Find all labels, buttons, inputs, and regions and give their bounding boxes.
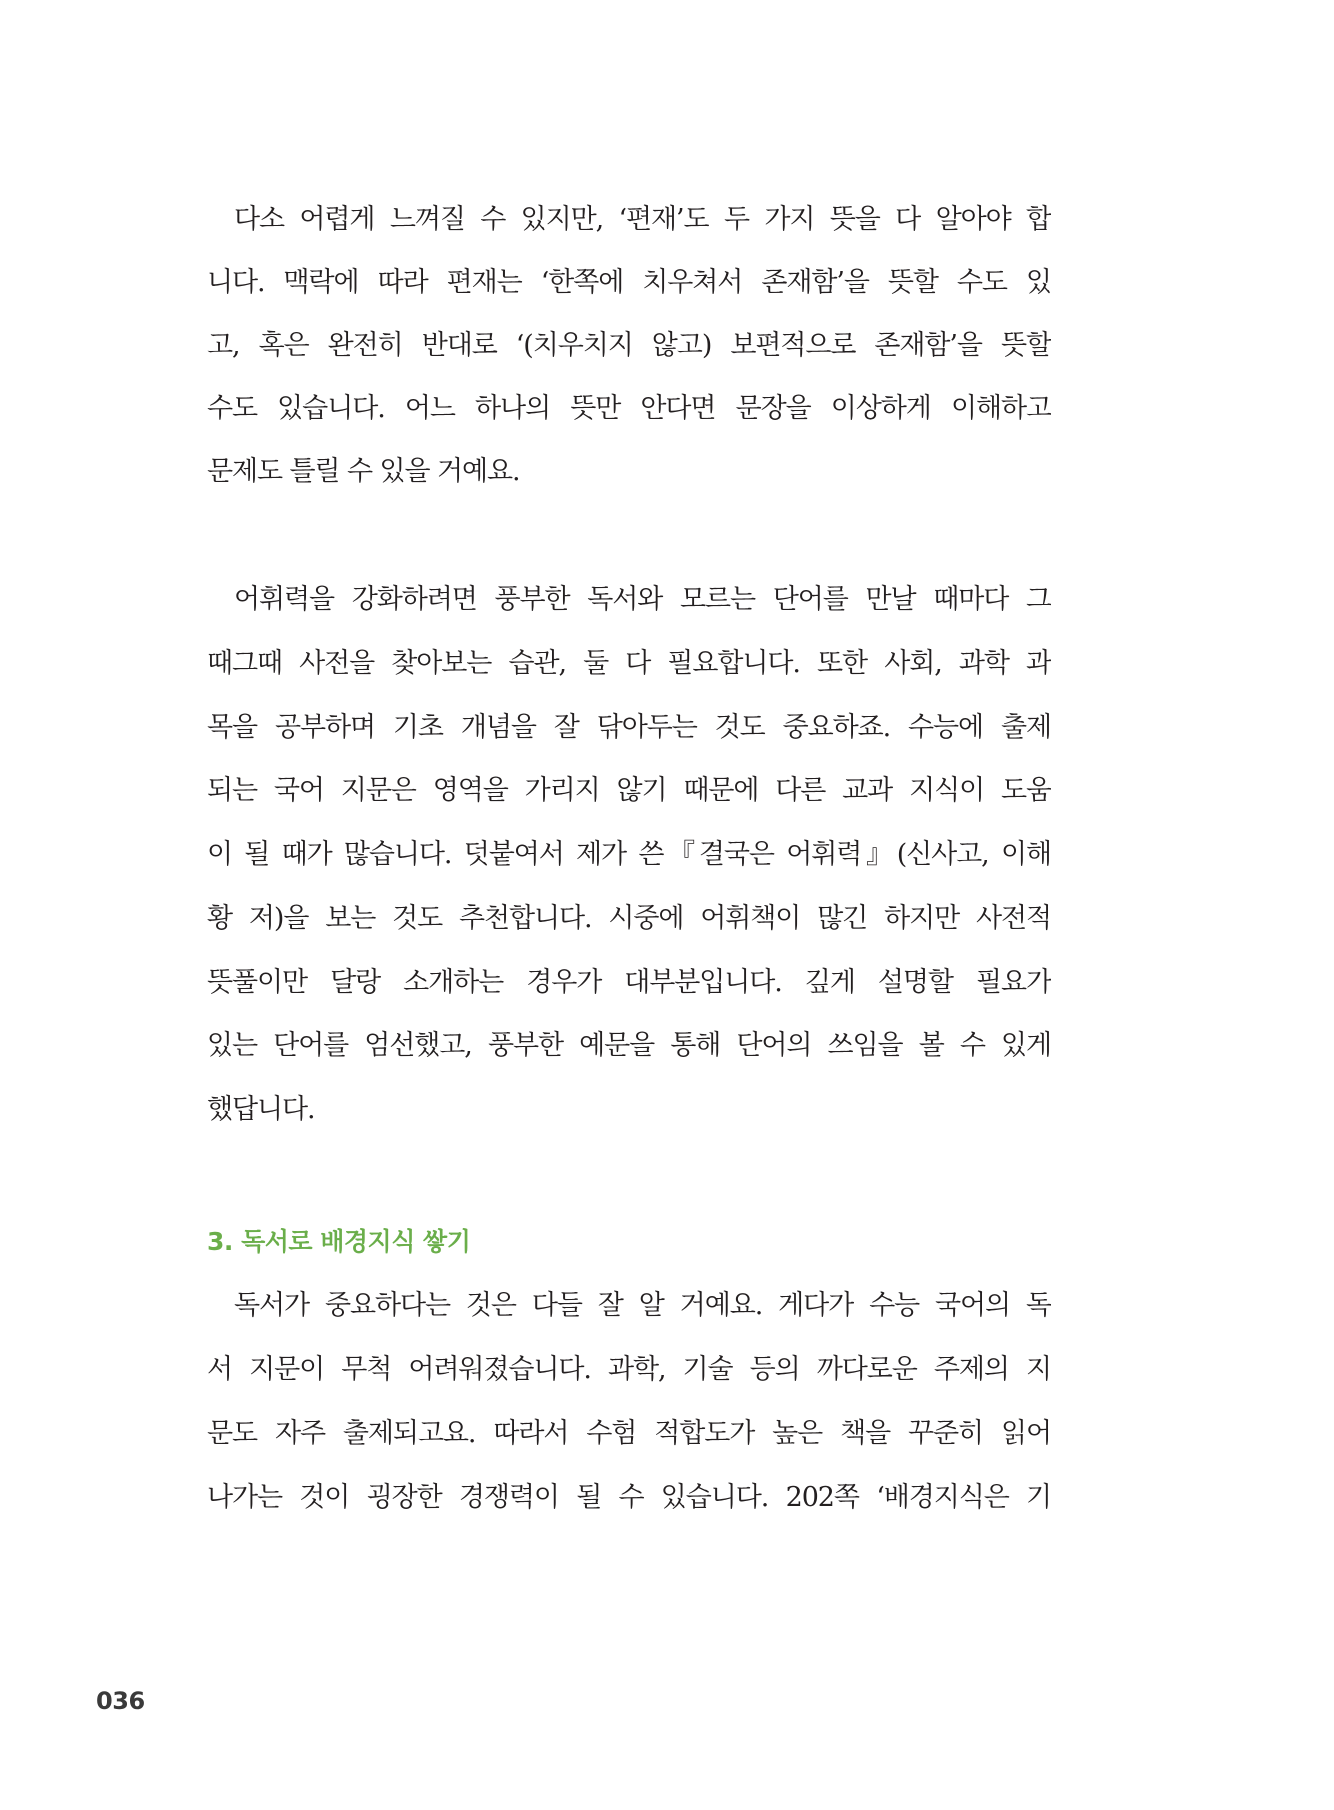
page-number: 036 — [96, 1687, 145, 1715]
body-line: 다소 어렵게 느껴질 수 있지만, ‘편재’도 두 가지 뜻을 다 알아야 합 — [234, 204, 1051, 235]
body-line: 있는 단어를 엄선했고, 풍부한 예문을 통해 단어의 쓰임을 볼 수 있게 — [207, 1030, 1051, 1062]
body-line: 황 저)을 보는 것도 추천합니다. 시중에 어휘책이 많긴 하지만 사전적 — [207, 902, 1051, 934]
body-line: 고, 혹은 완전히 반대로 ‘(치우치지 않고) 보편적으로 존재함’을 뜻할 — [207, 330, 1051, 361]
body-line: 어휘력을 강화하려면 풍부한 독서와 모르는 단어를 만날 때마다 그 — [234, 584, 1051, 615]
body-line: 목을 공부하며 기초 개념을 잘 닦아두는 것도 중요하죠. 수능에 출제 — [207, 711, 1051, 743]
paragraph-1 — [207, 188, 1051, 503]
paragraph-2 — [207, 568, 1051, 1142]
body-line: 했답니다. — [207, 1094, 315, 1125]
body-line: 때그때 사전을 찾아보는 습관, 둘 다 필요합니다. 또한 사회, 과학 과 — [207, 647, 1051, 679]
body-line: 서 지문이 무척 어려워졌습니다. 과학, 기술 등의 까다로운 주제의 지 — [207, 1354, 1051, 1385]
body-line: 이 될 때가 많습니다. 덧붙여서 제가 쓴『결국은 어휘력』(신사고, 이해 — [207, 839, 1051, 870]
body-line: 독서가 중요하다는 것은 다들 잘 알 거예요. 게다가 수능 국어의 독 — [234, 1290, 1051, 1321]
body-line: 뜻풀이만 달랑 소개하는 경우가 대부분입니다. 깊게 설명할 필요가 — [207, 966, 1051, 998]
body-line: 니다. 맥락에 따라 편재는 ‘한쪽에 치우쳐서 존재함’을 뜻할 수도 있 — [207, 267, 1051, 298]
section-heading: 3. 독서로 배경지식 쌓기 — [207, 1227, 471, 1256]
body-line: 문도 자주 출제되고요. 따라서 수험 적합도가 높은 책을 꾸준히 읽어 — [207, 1418, 1051, 1449]
body-line: 되는 국어 지문은 영역을 가리지 않기 때문에 다른 교과 지식이 도움 — [207, 775, 1051, 807]
paragraph-3 — [207, 1274, 1051, 1530]
body-line: 수도 있습니다. 어느 하나의 뜻만 안다면 문장을 이상하게 이해하고 — [207, 393, 1051, 424]
body-line: 나가는 것이 굉장한 경쟁력이 될 수 있습니다. 202쪽 ‘배경지식은 기 — [207, 1482, 1051, 1513]
body-line: 문제도 틀릴 수 있을 거예요. — [207, 456, 520, 487]
